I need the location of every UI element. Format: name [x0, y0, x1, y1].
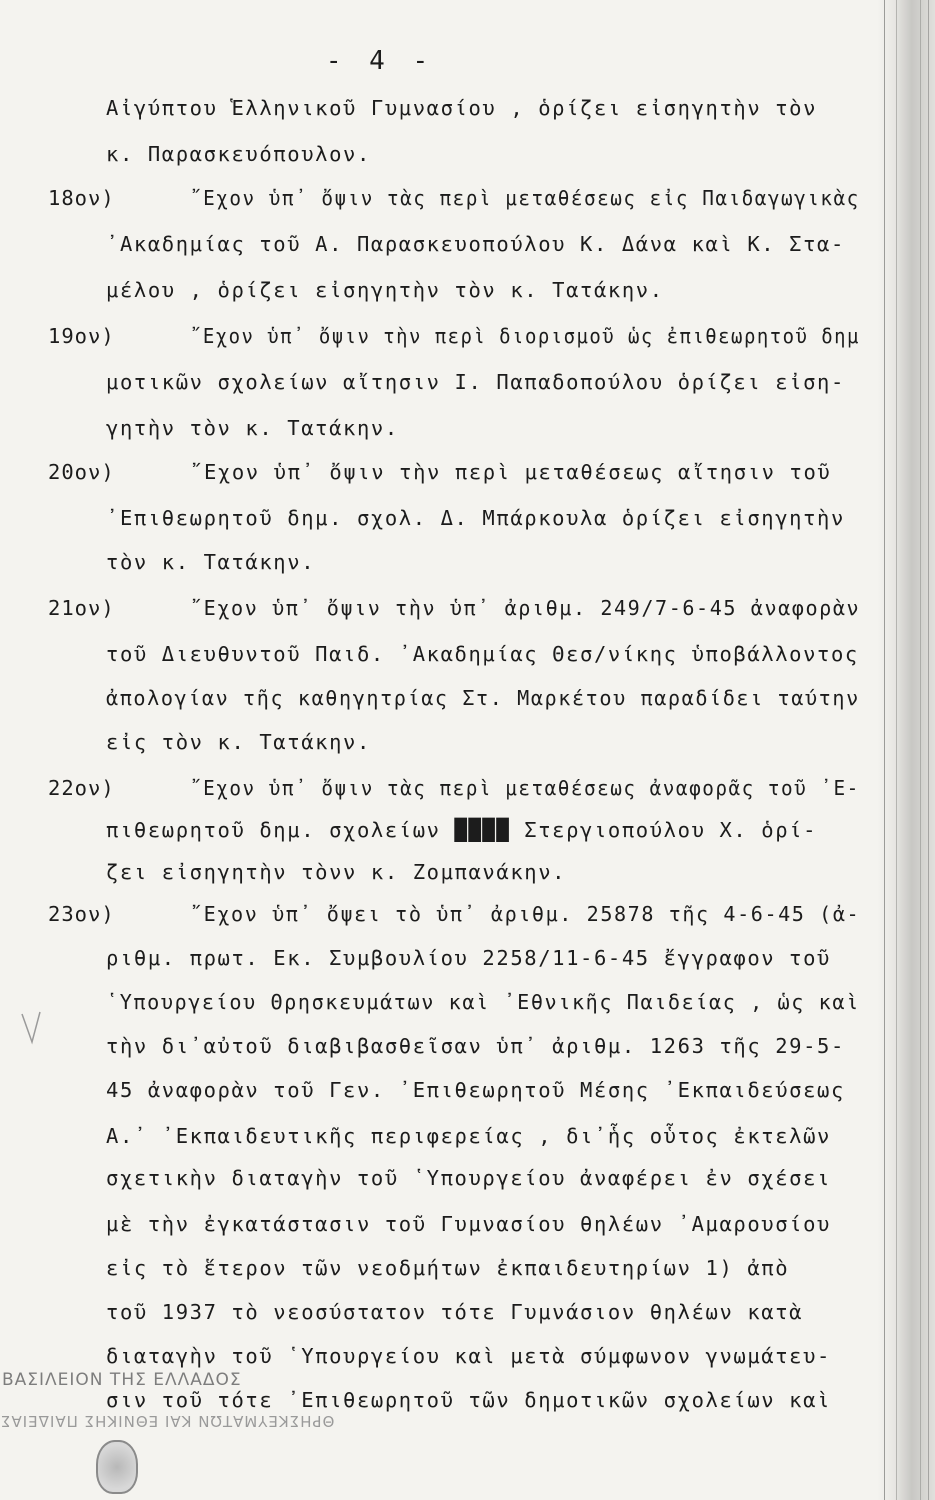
text-line: ῎Εχον ὑπ᾽ ὄψιν τὴν περὶ διορισμοῦ ὡς ἐπιθεωρητοῦ δημ — [190, 324, 860, 348]
text-line: τὸν κ. Τατάκην. — [106, 550, 316, 574]
text-line: τοῦ 1937 τὸ νεοσύστατον τότε Γυμνάσιον θηλέων κατὰ — [106, 1300, 804, 1324]
text-line: 45 ἀναφορὰν τοῦ Γεν. ᾽Επιθεωρητοῦ Μέσης ᾽Εκπαιδεύσεως — [106, 1078, 845, 1102]
text-line: διαταγὴν τοῦ ῾Υπουργείου καὶ μετὰ σύμφωνον γνωμάτευ- — [106, 1344, 831, 1368]
text-line: μέλου , ὁρίζει εἰσηγητὴν τὸν κ. Τατάκην. — [106, 278, 664, 302]
text-line: Α.᾽ ᾽Εκπαιδευτικῆς περιφερείας , δι᾽ἧς οὗτος ἐκτελῶν — [106, 1124, 831, 1148]
page-edge-line — [896, 0, 897, 1500]
text-line: Αἰγύπτου Ἑλληνικοῦ Γυμνασίου , ὁρίζει εἰσηγητὴν τὸν — [106, 96, 818, 120]
item-number: 21ον) — [48, 596, 115, 620]
text-line: ῎Εχον ὑπ᾽ ὄψει τὸ ὑπ᾽ ἀριθμ. 25878 τῆς 4-6-45 (ἀ- — [190, 902, 861, 926]
text-line: ῎Εχον ὑπ᾽ ὄψιν τὴν ὑπ᾽ ἀριθμ. 249/7-6-45 ἀναφορὰν — [190, 596, 861, 620]
item-number: 20ον) — [48, 460, 115, 484]
text-line: ζει εἰσηγητὴν τὸνν κ. Ζομπανάκην. — [106, 860, 567, 884]
text-line: μοτικῶν σχολείων αἴτησιν Ι. Παπαδοπούλου ὁρίζει εἰση- — [106, 370, 845, 394]
text-line: πιθεωρητοῦ δημ. σχολείων ████ Στεργιοπούλου Χ. ὁρί- — [106, 818, 818, 842]
seal-icon — [96, 1440, 138, 1494]
pencil-check-mark — [20, 1010, 42, 1046]
text-line: ῎Εχον ὑπ᾽ ὄψιν τὰς περὶ μεταθέσεως ἀναφορᾶς τοῦ ᾽Ε- — [190, 776, 860, 800]
text-line: ἀπολογίαν τῆς καθηγητρίας Στ. Μαρκέτου παραδίδει ταύτην — [106, 686, 860, 710]
page-edge-shadow — [877, 0, 935, 1500]
text-line: γητὴν τὸν κ. Τατάκην. — [106, 416, 399, 440]
text-line: ῎Εχον ὑπ᾽ ὄψιν τὴν περὶ μεταθέσεως αἴτησιν τοῦ — [190, 460, 832, 484]
text-line: τοῦ Διευθυντοῦ Παιδ. ᾽Ακαδημίας Θεσ/νίκης ὑποβάλλοντος — [106, 642, 859, 666]
text-line: εἰς τὸ ἕτερον τῶν νεοδμήτων ἐκπαιδευτηρίων 1) ἀπὸ — [106, 1256, 790, 1280]
page-edge-line — [884, 0, 885, 1500]
text-line: κ. Παρασκευόπουλον. — [106, 142, 371, 166]
text-line: ᾽Ακαδημίας τοῦ Α. Παρασκευοπούλου Κ. Δάνα καὶ Κ. Στα- — [106, 232, 845, 256]
item-number: 23ον) — [48, 902, 115, 926]
text-line: σιν τοῦ τότε ᾽Επιθεωρητοῦ τῶν δημοτικῶν σχολείων καὶ — [106, 1388, 831, 1412]
text-line: τὴν δι᾽αὐτοῦ διαβιβασθεῖσαν ὑπ᾽ ἀριθμ. 1263 τῆς 29-5- — [106, 1034, 845, 1058]
text-line: ριθμ. πρωτ. Εκ. Συμβουλίου 2258/11-6-45 ἔγγραφον τοῦ — [106, 946, 831, 970]
text-line: ῎Εχον ὑπ᾽ ὄψιν τὰς περὶ μεταθέσεως εἰς Παιδαγωγικὰς — [190, 186, 860, 210]
item-number: 18ον) — [48, 186, 115, 210]
page-edge-line — [928, 0, 929, 1500]
page-number: - 4 - — [325, 46, 435, 76]
text-line: σχετικὴν διαταγὴν τοῦ ῾Υπουργείου ἀναφέρει ἐν σχέσει — [106, 1166, 831, 1190]
text-line: ᾽Επιθεωρητοῦ δημ. σχολ. Δ. Μπάρκουλα ὁρίζει εἰσηγητὴν — [106, 506, 845, 530]
stamp-text: ΒΑΣΙΛΕΙΟΝ ΤΗΣ ΕΛΛΑΔΟΣ — [2, 1370, 242, 1390]
text-line: ῾Υπουργείου Θρησκευμάτων καὶ ᾽Εθνικῆς Παιδείας , ὡς καὶ — [106, 990, 860, 1014]
item-number: 19ον) — [48, 324, 115, 348]
text-line: μὲ τὴν ἐγκατάστασιν τοῦ Γυμνασίου θηλέων ᾽Αμαρουσίου — [106, 1212, 831, 1236]
text-line: εἰς τὸν κ. Τατάκην. — [106, 730, 371, 754]
item-number: 22ον) — [48, 776, 115, 800]
page-edge-line — [920, 0, 921, 1500]
stamp-mirrored-text: ΘΡΗΣΚΕΥΜΑΤΩΝ ΚΑΙ ΕΘΝΙΚΗΣ ΠΑΙΔΕΙΑΣ — [0, 1412, 335, 1430]
